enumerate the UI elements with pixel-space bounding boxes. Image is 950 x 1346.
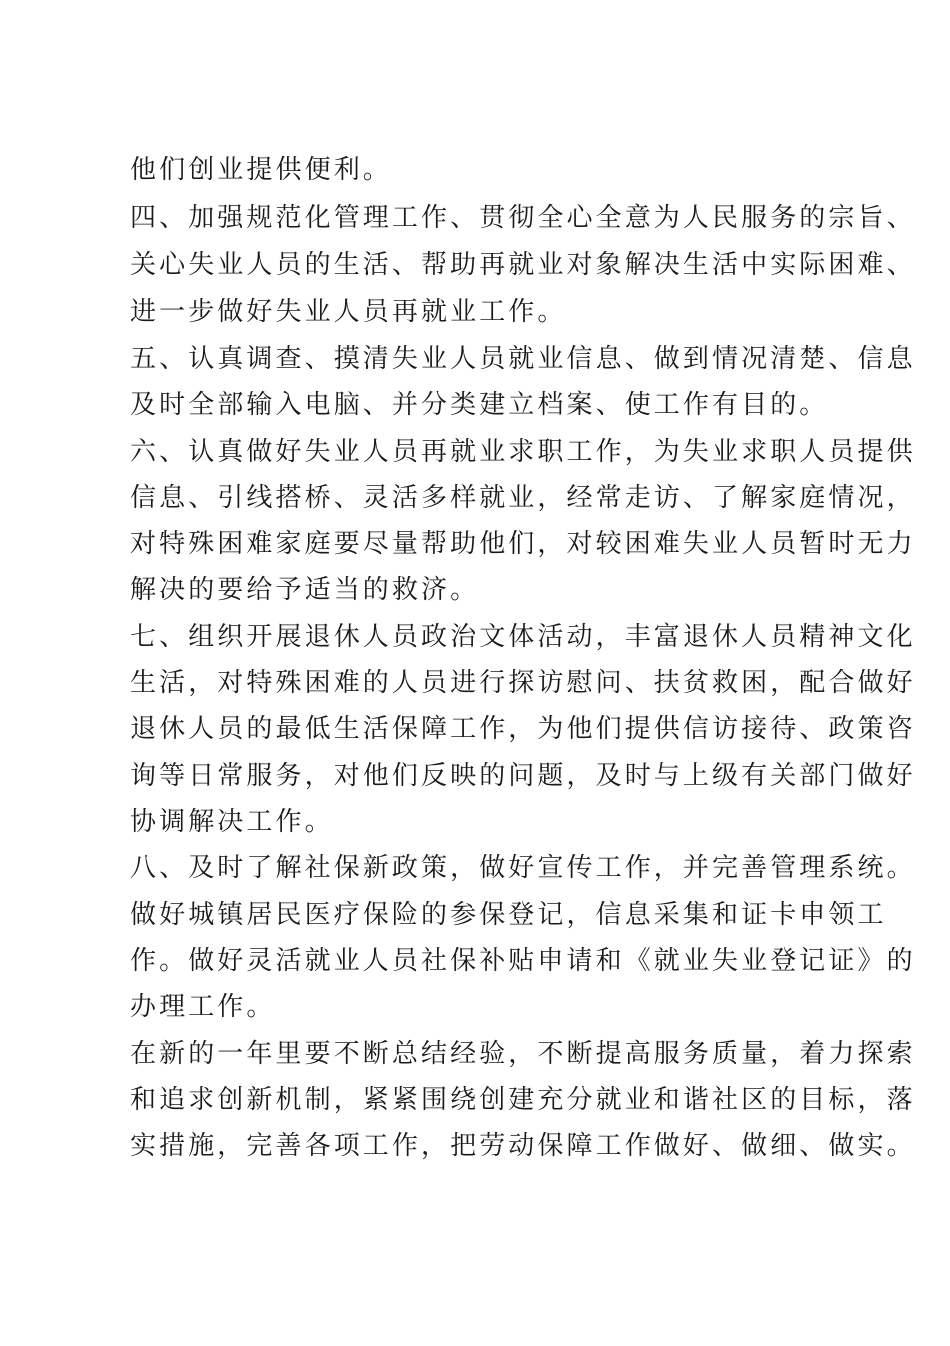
text-line: 询等日常服务，对他们反映的问题，及时与上级有关部门做好 bbox=[130, 761, 916, 791]
text-line: 八、及时了解社保新政策，做好宣传工作，并完善管理系统。 bbox=[130, 853, 916, 883]
text-line: 协调解决工作。 bbox=[130, 807, 334, 837]
text-line: 作。做好灵活就业人员社保补贴申请和《就业失业登记证》的 bbox=[130, 946, 916, 976]
text-line: 生活，对特殊困难的人员进行探访慰问、扶贫救困，配合做好 bbox=[130, 668, 916, 698]
text-line: 做好城镇居民医疗保险的参保登记，信息采集和证卡申领工 bbox=[130, 900, 887, 930]
text-line: 实措施，完善各项工作，把劳动保障工作做好、做细、做实。 bbox=[130, 1131, 916, 1161]
text-line: 办理工作。 bbox=[130, 992, 276, 1022]
text-line: 信息、引线搭桥、灵活多样就业，经常走访、了解家庭情况， bbox=[130, 483, 916, 513]
text-line: 关心失业人员的生活、帮助再就业对象解决生活中实际困难、 bbox=[130, 250, 916, 280]
text-line: 和追求创新机制，紧紧围绕创建充分就业和谐社区的目标，落 bbox=[130, 1085, 916, 1115]
text-line: 解决的要给予适当的救济。 bbox=[130, 575, 480, 605]
text-line: 在新的一年里要不断总结经验，不断提高服务质量，着力探索 bbox=[130, 1039, 916, 1069]
text-line: 四、加强规范化管理工作、贯彻全心全意为人民服务的宗旨、 bbox=[130, 203, 916, 233]
text-line: 六、认真做好失业人员再就业求职工作，为失业求职人员提供 bbox=[130, 437, 916, 467]
text-line: 他们创业提供便利。 bbox=[130, 155, 392, 185]
text-line: 五、认真调查、摸清失业人员就业信息、做到情况清楚、信息 bbox=[130, 344, 916, 374]
text-line: 及时全部输入电脑、并分类建立档案、使工作有目的。 bbox=[130, 390, 829, 420]
text-line: 进一步做好失业人员再就业工作。 bbox=[130, 297, 567, 327]
text-line: 对特殊困难家庭要尽量帮助他们，对较困难失业人员暂时无力 bbox=[130, 529, 916, 559]
text-line: 退休人员的最低生活保障工作，为他们提供信访接待、政策咨 bbox=[130, 714, 916, 744]
text-line: 七、组织开展退休人员政治文体活动，丰富退休人员精神文化 bbox=[130, 622, 916, 652]
